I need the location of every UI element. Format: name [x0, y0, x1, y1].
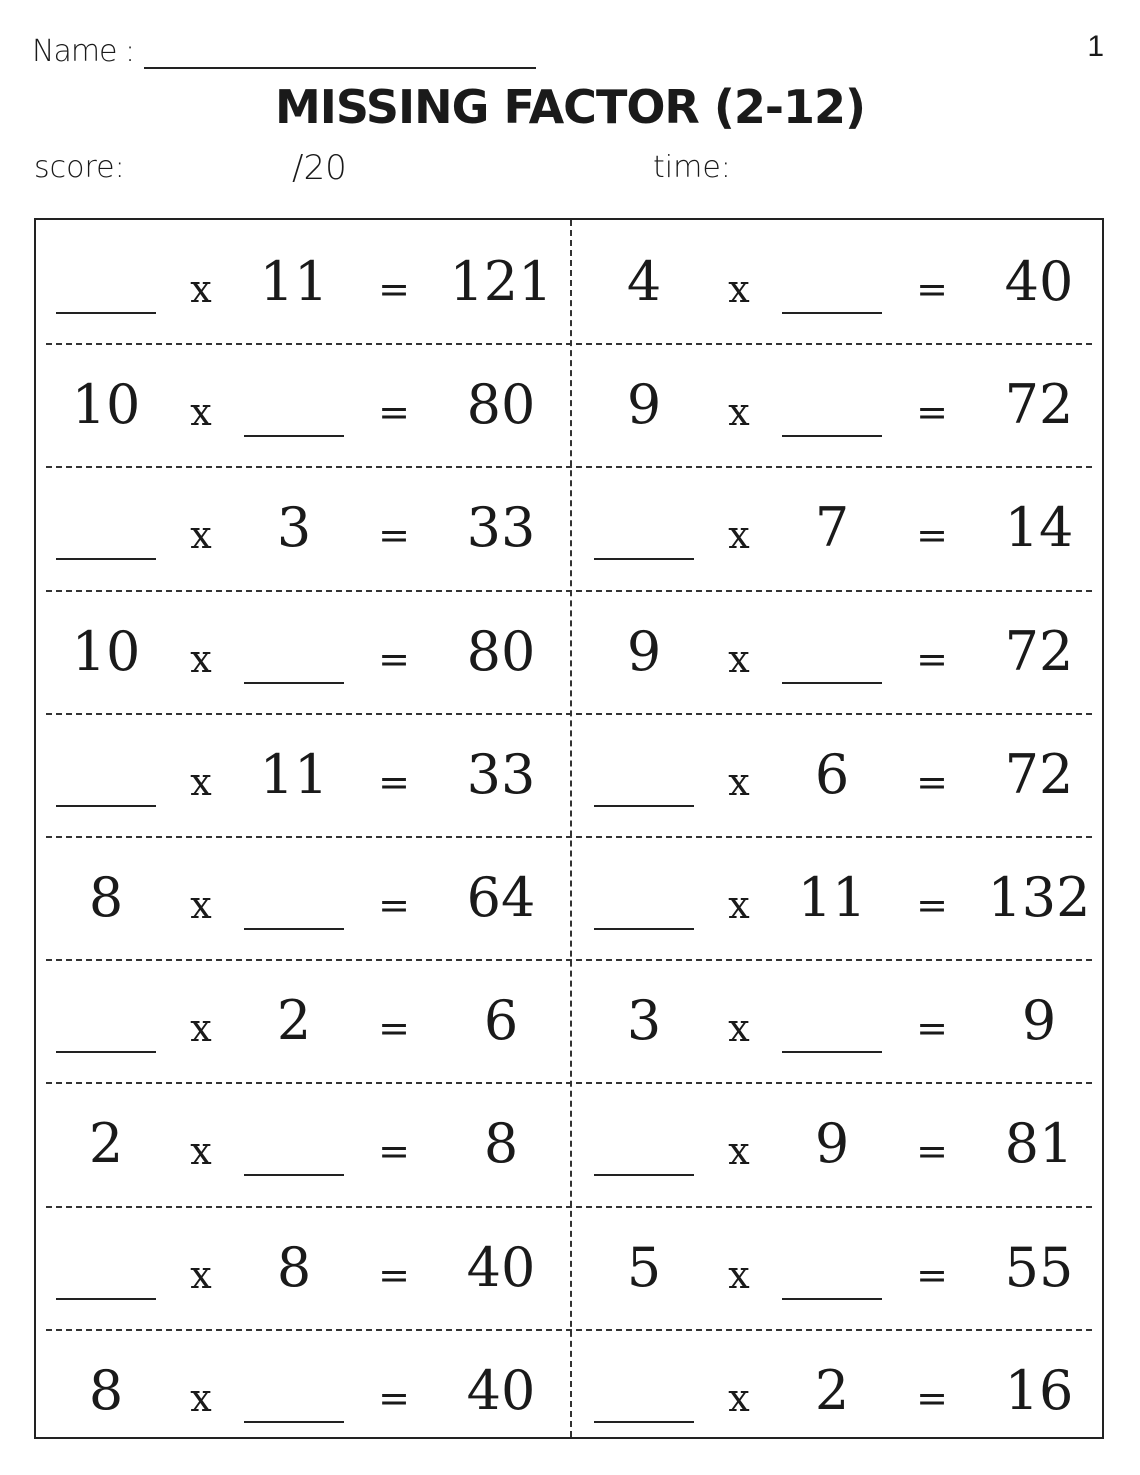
- problem-left: [36, 1329, 566, 1452]
- product: 55: [1004, 1235, 1074, 1299]
- factor-one: 8: [88, 1358, 124, 1422]
- answer-blank[interactable]: [782, 1051, 882, 1053]
- times-symbol: x: [190, 1006, 212, 1051]
- factor-two: 11: [259, 742, 329, 806]
- problem-right: [574, 1206, 1104, 1329]
- answer-blank[interactable]: [244, 928, 344, 930]
- times-symbol: x: [190, 1375, 212, 1420]
- problem-left: [36, 836, 566, 959]
- factor-one: 8: [88, 866, 124, 929]
- answer-blank[interactable]: [56, 805, 156, 807]
- problem-right: [574, 836, 1104, 959]
- equals-symbol: =: [378, 636, 410, 681]
- factor-one: 9: [626, 619, 662, 683]
- factor-one: 3: [626, 989, 662, 1053]
- product: 33: [466, 742, 536, 806]
- product: 9: [1021, 989, 1057, 1053]
- equals-symbol: =: [916, 1129, 948, 1174]
- times-symbol: x: [190, 513, 212, 558]
- equals-symbol: =: [916, 759, 948, 804]
- product: 8: [483, 1112, 519, 1176]
- answer-blank[interactable]: [244, 682, 344, 684]
- answer-blank[interactable]: [782, 1298, 882, 1300]
- times-symbol: x: [728, 1375, 750, 1420]
- equals-symbol: =: [378, 513, 410, 558]
- problem-left: [36, 959, 566, 1082]
- answer-blank[interactable]: [594, 558, 694, 560]
- answer-blank[interactable]: [594, 1174, 694, 1176]
- product: 40: [1004, 250, 1074, 313]
- worksheet-title: MISSING FACTOR (2-12): [274, 80, 866, 134]
- problem-left: [36, 1082, 566, 1205]
- times-symbol: x: [728, 267, 750, 311]
- product: 72: [1004, 619, 1074, 683]
- product: 16: [1004, 1358, 1074, 1422]
- equals-symbol: =: [916, 267, 948, 311]
- product: 14: [1004, 496, 1074, 560]
- equals-symbol: =: [916, 1006, 948, 1051]
- time-label: time:: [653, 150, 731, 185]
- factor-two: 11: [797, 866, 867, 929]
- equals-symbol: =: [378, 883, 410, 927]
- equals-symbol: =: [916, 1375, 948, 1420]
- factor-one: 9: [626, 373, 662, 437]
- product: 80: [466, 373, 536, 437]
- answer-blank[interactable]: [56, 1298, 156, 1300]
- times-symbol: x: [728, 759, 750, 804]
- factor-two: 7: [814, 496, 850, 560]
- product: 6: [483, 989, 519, 1053]
- name-label: Name :: [32, 34, 135, 69]
- product: 33: [466, 496, 536, 560]
- answer-blank[interactable]: [594, 1421, 694, 1423]
- problem-left: [36, 1206, 566, 1329]
- equals-symbol: =: [916, 883, 948, 927]
- problem-right: [574, 343, 1104, 466]
- answer-blank[interactable]: [594, 928, 694, 930]
- equals-symbol: =: [378, 1252, 410, 1297]
- problem-right: [574, 466, 1104, 589]
- equals-symbol: =: [916, 1252, 948, 1297]
- problem-right: [574, 1082, 1104, 1205]
- product: 121: [449, 250, 553, 313]
- score-total: /20: [292, 148, 347, 188]
- equals-symbol: =: [916, 636, 948, 681]
- product: 72: [1004, 742, 1074, 806]
- times-symbol: x: [728, 390, 750, 435]
- answer-blank[interactable]: [56, 558, 156, 560]
- times-symbol: x: [728, 513, 750, 558]
- answer-blank[interactable]: [244, 1174, 344, 1176]
- times-symbol: x: [190, 390, 212, 435]
- factor-two: 2: [814, 1358, 850, 1422]
- times-symbol: x: [728, 1252, 750, 1297]
- equals-symbol: =: [916, 390, 948, 435]
- problem-right: [574, 590, 1104, 713]
- problem-left: [36, 220, 566, 343]
- name-field[interactable]: [144, 39, 536, 69]
- times-symbol: x: [728, 1129, 750, 1174]
- problem-right: [574, 713, 1104, 836]
- factor-two: 3: [276, 496, 312, 560]
- factor-two: 8: [276, 1235, 312, 1299]
- times-symbol: x: [728, 883, 750, 927]
- times-symbol: x: [728, 1006, 750, 1051]
- factor-two: 2: [276, 989, 312, 1053]
- page-number: 1: [1087, 30, 1104, 63]
- factor-one: 2: [88, 1112, 124, 1176]
- product: 80: [466, 619, 536, 683]
- equals-symbol: =: [378, 1375, 410, 1420]
- equals-symbol: =: [378, 759, 410, 804]
- answer-blank[interactable]: [56, 312, 156, 314]
- times-symbol: x: [728, 636, 750, 681]
- answer-blank[interactable]: [56, 1051, 156, 1053]
- problem-grid: [34, 218, 1104, 1439]
- times-symbol: x: [190, 759, 212, 804]
- equals-symbol: =: [378, 1129, 410, 1174]
- problem-left: [36, 713, 566, 836]
- product: 72: [1004, 373, 1074, 437]
- equals-symbol: =: [378, 390, 410, 435]
- factor-two: 6: [814, 742, 850, 806]
- times-symbol: x: [190, 1129, 212, 1174]
- factor-one: 10: [71, 373, 141, 437]
- factor-two: 9: [814, 1112, 850, 1176]
- problem-right: [574, 220, 1104, 343]
- equals-symbol: =: [916, 513, 948, 558]
- product: 81: [1004, 1112, 1074, 1176]
- product: 132: [987, 866, 1091, 929]
- factor-one: 10: [71, 619, 141, 683]
- factor-two: 11: [259, 250, 329, 313]
- factor-one: 4: [626, 250, 662, 313]
- product: 40: [466, 1235, 536, 1299]
- equals-symbol: =: [378, 267, 410, 311]
- product: 64: [466, 866, 536, 929]
- answer-blank[interactable]: [782, 682, 882, 684]
- answer-blank[interactable]: [244, 435, 344, 437]
- answer-blank[interactable]: [244, 1421, 344, 1423]
- problem-left: [36, 343, 566, 466]
- factor-one: 5: [626, 1235, 662, 1299]
- name-row: [32, 34, 536, 69]
- answer-blank[interactable]: [782, 435, 882, 437]
- problem-right: [574, 959, 1104, 1082]
- problem-left: [36, 466, 566, 589]
- answer-blank[interactable]: [782, 312, 882, 314]
- score-label: score:: [34, 150, 125, 185]
- problem-right: [574, 1329, 1104, 1452]
- product: 40: [466, 1358, 536, 1422]
- times-symbol: x: [190, 883, 212, 927]
- equals-symbol: =: [378, 1006, 410, 1051]
- times-symbol: x: [190, 267, 212, 311]
- times-symbol: x: [190, 1252, 212, 1297]
- problem-left: [36, 590, 566, 713]
- times-symbol: x: [190, 636, 212, 681]
- answer-blank[interactable]: [594, 805, 694, 807]
